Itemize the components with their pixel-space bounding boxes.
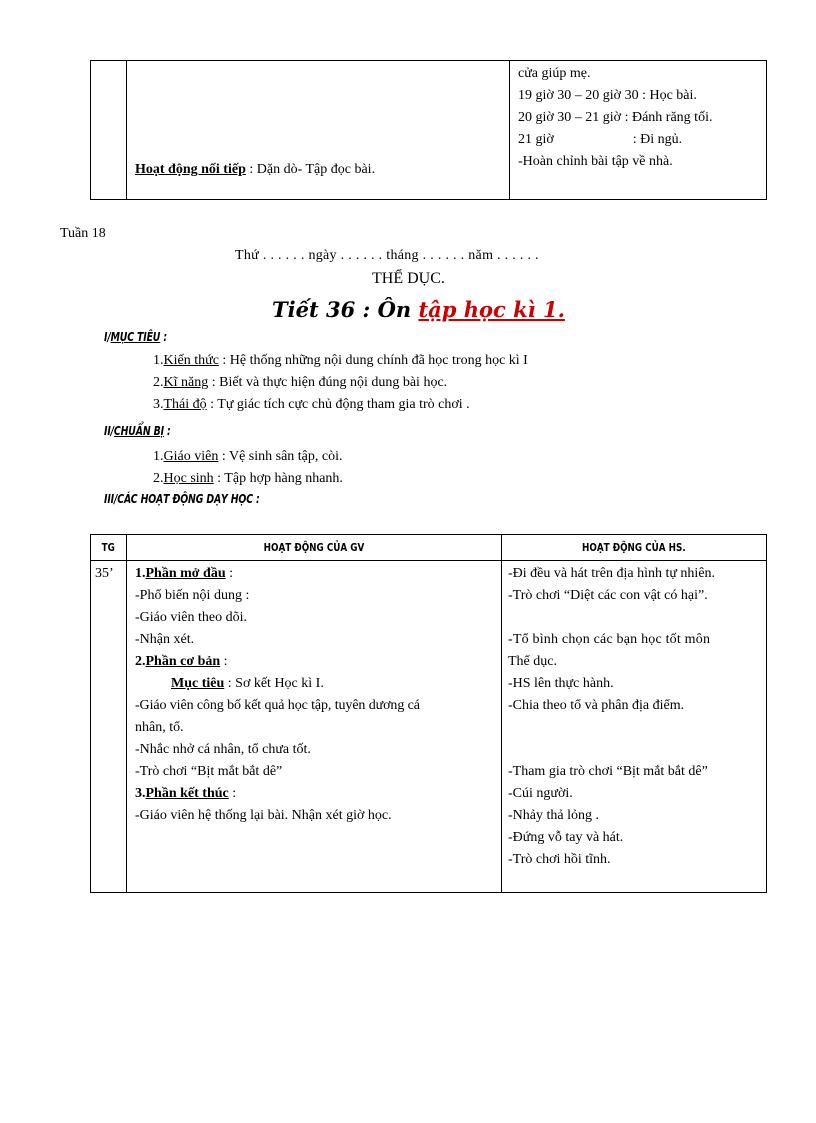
teacher-activities-cell	[127, 561, 502, 893]
student-line: -Cúi người.	[508, 786, 573, 801]
teacher-line: -Nhắc nhở cá nhân, tổ chưa tốt.	[135, 742, 311, 757]
top-table-teacher-cell	[127, 61, 510, 200]
top-right-line	[518, 129, 766, 151]
student-line: -Trò chơi hồi tĩnh.	[508, 852, 611, 867]
objective-knowledge: 1.Kiến thức : Hệ thống những nội dung chính đã học trong học kì I	[153, 353, 528, 368]
teacher-line: -Giáo viên theo dõi.	[135, 610, 247, 625]
teacher-line: nhân, tổ.	[135, 720, 184, 735]
lesson-title-part1: Tiết 36 : Ôn	[272, 297, 412, 322]
time-21-activity: : Đi ngủ.	[632, 132, 683, 147]
student-line	[508, 739, 760, 761]
follow-up-activity	[135, 159, 509, 181]
student-line: -Đi đều và hát trên địa hình tự nhiên.	[508, 566, 716, 581]
top-table-student-cell	[510, 61, 767, 200]
part2-heading: 2.Phần cơ bản :	[135, 654, 228, 669]
part1-heading: 1.Phần mở đầu :	[135, 566, 234, 581]
preparation-student: 2.Học sinh : Tập hợp hàng nhanh.	[153, 471, 343, 486]
lesson-title	[272, 297, 565, 322]
objective-line: Mục tiêu : Sơ kết Học kì I.	[171, 676, 324, 691]
teacher-line: -Phổ biến nội dung :	[135, 588, 250, 603]
top-table-tg-cell	[91, 61, 127, 200]
preparation-heading: II/CHUẨN BỊ :	[104, 424, 171, 438]
activities-heading: III/CÁC HOẠT ĐỘNG DẠY HỌC :	[104, 492, 260, 506]
week-label: Tuần 18	[60, 226, 106, 241]
header-teacher: HOẠT ĐỘNG CỦA GV	[127, 535, 502, 561]
student-line: -HS lên thực hành.	[508, 676, 614, 691]
top-right-line: 19 giờ 30 – 20 giờ 30 : Học bài.	[518, 88, 697, 103]
activities-table	[90, 534, 767, 893]
subject-title: THỂ DỤC.	[372, 270, 445, 287]
top-right-line: -Hoàn chỉnh bài tập về nhà.	[518, 154, 673, 169]
top-table	[90, 60, 767, 200]
preparation-list	[153, 446, 343, 490]
teacher-line: -Giáo viên hệ thống lại bài. Nhận xét giờ học.	[135, 808, 392, 823]
student-line: Thể dục.	[508, 654, 557, 669]
student-line: -Trò chơi “Diệt các con vật có hại”.	[508, 588, 708, 603]
date-line: Thứ . . . . . . ngày . . . . . . tháng . . . . . . năm . . . . . .	[235, 248, 539, 263]
objectives-list	[153, 350, 528, 416]
student-line	[508, 717, 760, 739]
student-line: -Tổ bình chọn các bạn học tốt môn	[508, 632, 711, 647]
top-right-line: 20 giờ 30 – 21 giờ : Đánh răng tối.	[518, 110, 713, 125]
student-activities-cell	[502, 561, 767, 893]
part3-heading: 3.Phần kết thúc :	[135, 786, 237, 801]
lesson-title-part2: tập học kì 1.	[418, 297, 565, 322]
student-line	[508, 607, 760, 629]
time-21: 21 giờ	[518, 132, 554, 147]
top-right-line: cửa giúp mẹ.	[518, 66, 591, 81]
header-tg: TG	[91, 535, 127, 561]
objective-attitude: 3.Thái độ : Tự giác tích cực chủ động tham gia trò chơi .	[153, 397, 470, 412]
objectives-heading: I/MỤC TIÊU :	[104, 330, 167, 344]
preparation-teacher: 1.Giáo viên : Vệ sinh sân tập, còi.	[153, 449, 343, 464]
teacher-line: -Nhận xét.	[135, 632, 195, 647]
follow-up-text: : Dặn dò- Tập đọc bài.	[249, 162, 376, 177]
student-line: -Đứng vỗ tay và hát.	[508, 830, 624, 845]
student-line: -Tham gia trò chơi “Bịt mắt bắt dê”	[508, 764, 708, 779]
header-student: HOẠT ĐỘNG CỦA HS.	[502, 535, 767, 561]
teacher-line: -Trò chơi “Bịt mắt bắt dê”	[135, 764, 283, 779]
objective-skills: 2.Kĩ năng : Biết và thực hiện đúng nội dung bài học.	[153, 375, 448, 390]
teacher-line: -Giáo viên công bố kết quả học tập, tuyên dương cá	[135, 698, 420, 713]
student-line: -Nhảy thả lỏng .	[508, 808, 599, 823]
follow-up-label: Hoạt động nối tiếp	[135, 162, 246, 177]
time-cell: 35’	[91, 561, 127, 893]
student-line: -Chia theo tổ và phân địa điểm.	[508, 698, 685, 713]
